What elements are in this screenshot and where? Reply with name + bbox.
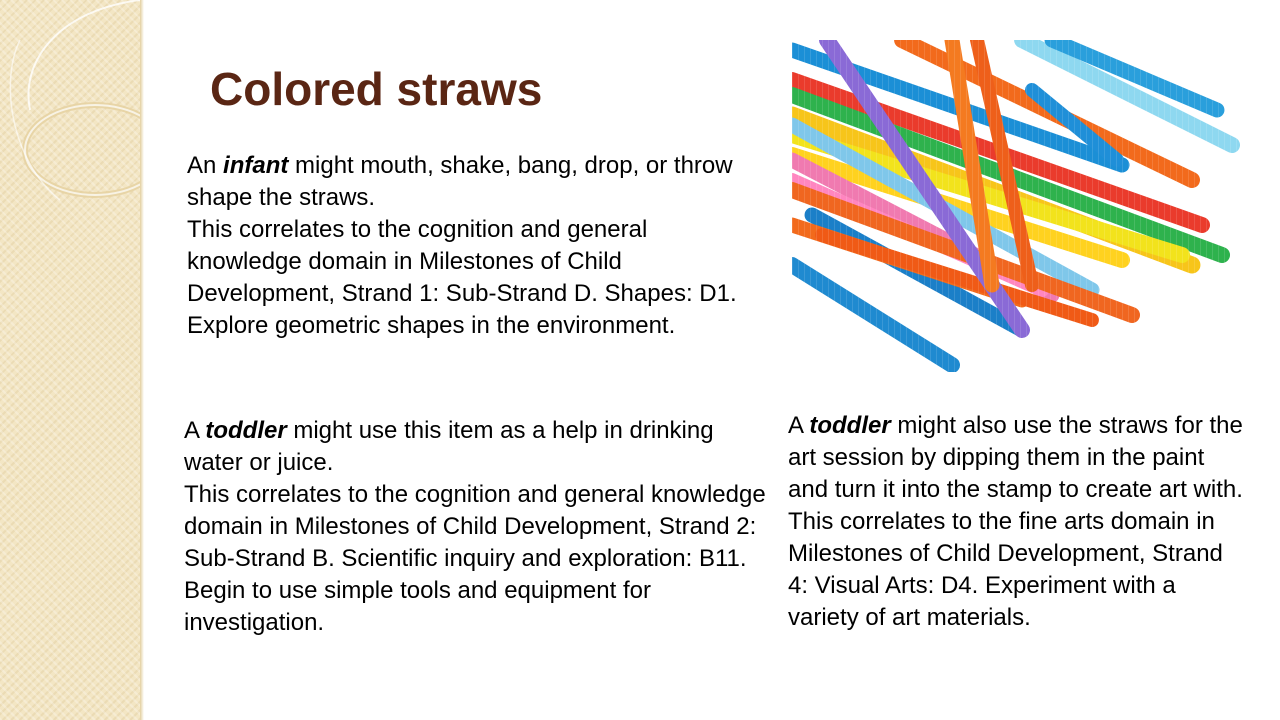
- toddler-art-keyword: toddler: [809, 412, 891, 439]
- toddler-art-rest: might also use the straws for the art session by dipping them in the paint and turn it into the stamp to create art with.: [788, 412, 1243, 503]
- colored-straws-photo: [792, 40, 1240, 372]
- toddler-drinking-rest: might use this item as a help in drinking water or juice.: [184, 417, 714, 476]
- infant-text-block: [187, 150, 767, 342]
- slide-title: Colored straws: [210, 63, 543, 115]
- decorative-sidebar: [0, 0, 140, 720]
- infant-rest: might mouth, shake, bang, drop, or throw shape the straws.: [187, 152, 733, 211]
- toddler-drinking-correlation: This correlates to the cognition and general knowledge domain in Milestones of Child Development, Strand 2: Sub-Strand B. Scientific inquiry and exploration: B11. Begin to use simple tools and equipment for investigation.: [184, 481, 766, 636]
- toddler-drinking-keyword: toddler: [205, 417, 287, 444]
- toddler-art-pre: A: [788, 412, 810, 439]
- sidebar-swirl-decoration: [0, 0, 140, 720]
- infant-keyword: infant: [223, 152, 289, 179]
- toddler-art-sentence: [788, 410, 1248, 506]
- straws-illustration: [792, 40, 1240, 372]
- sidebar-edge: [140, 0, 144, 720]
- toddler-drinking-text-block: [184, 415, 774, 639]
- toddler-drinking-pre: A: [184, 417, 206, 444]
- toddler-art-text-block: [788, 410, 1248, 634]
- toddler-drinking-sentence: [184, 415, 774, 479]
- infant-correlation: This correlates to the cognition and general knowledge domain in Milestones of Child Development, Strand 1: Sub-Strand D. Shapes: D1. Explore geometric shapes in the environment.: [187, 216, 737, 339]
- infant-pre: An: [187, 152, 224, 179]
- toddler-art-correlation: This correlates to the fine arts domain in Milestones of Child Development, Strand 4: Visual Arts: D4. Experiment with a variety of art materials.: [788, 508, 1223, 631]
- infant-sentence: [187, 150, 767, 214]
